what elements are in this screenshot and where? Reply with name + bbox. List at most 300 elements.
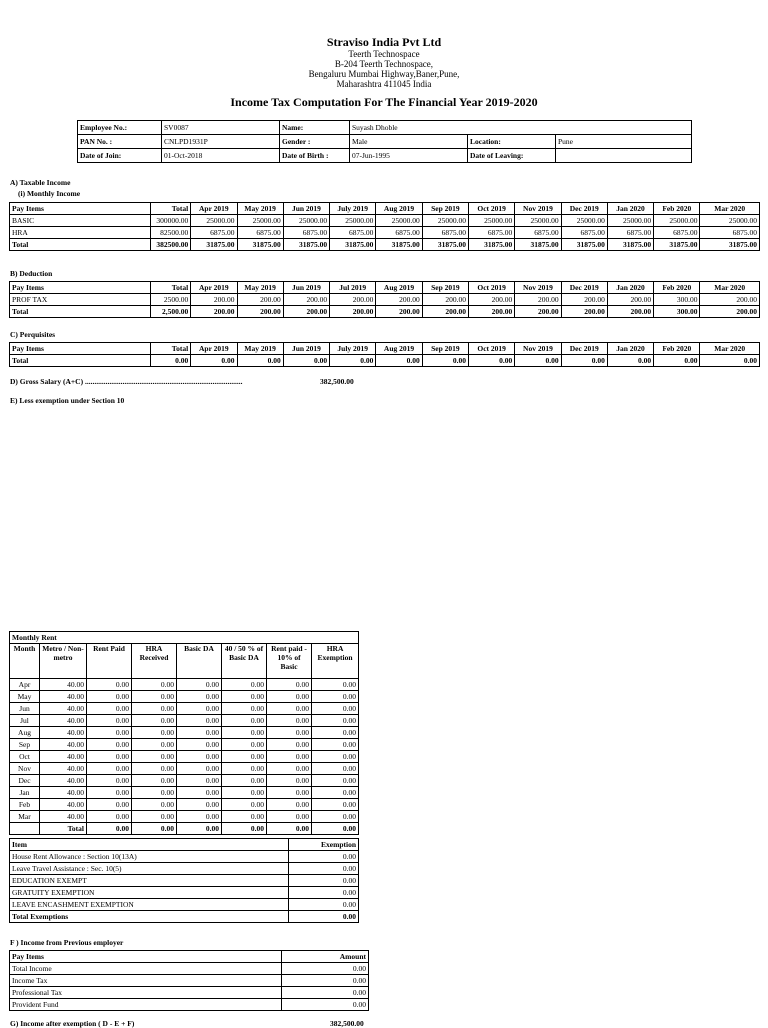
column-header: July 2019 xyxy=(330,203,376,215)
company-name: Straviso India Pvt Ltd xyxy=(326,35,442,49)
column-header: Total xyxy=(150,282,190,294)
column-header: Oct 2019 xyxy=(468,343,514,355)
cell-value: 25000.00 xyxy=(422,215,468,227)
dob-label: Date of Birth : xyxy=(280,149,350,163)
cell-value: 0.00 xyxy=(132,763,177,775)
previous-employer-table xyxy=(9,950,369,1011)
cell-value: 0.00 xyxy=(132,775,177,787)
cell-value: 0.00 xyxy=(87,727,132,739)
emp-no-label: Employee No.: xyxy=(78,121,162,135)
cell-value: 200.00 xyxy=(422,294,468,306)
cell-value: 25000.00 xyxy=(561,215,607,227)
cell-value: 0.00 xyxy=(222,775,267,787)
table-row xyxy=(10,975,369,987)
cell-value: 0.00 xyxy=(177,811,222,823)
cell-value: 200.00 xyxy=(237,294,283,306)
cell-value: 0.00 xyxy=(312,763,359,775)
total-value: 0.00 xyxy=(289,911,359,923)
cell-value: 0.00 xyxy=(289,863,359,875)
pan-value: CNLPD1931P xyxy=(162,135,280,149)
total-value: 0.00 xyxy=(177,823,222,835)
cell-value: 0.00 xyxy=(222,691,267,703)
row-label: Professional Tax xyxy=(10,987,282,999)
cell-value: 0.00 xyxy=(87,703,132,715)
header-row xyxy=(10,282,760,294)
cell-value: 0.00 xyxy=(282,975,369,987)
cell-value: 200.00 xyxy=(700,306,760,318)
table-row xyxy=(10,811,359,823)
cell-value: 200.00 xyxy=(607,294,653,306)
cell-value: 0.00 xyxy=(267,787,312,799)
table-row xyxy=(10,727,359,739)
cell-value: 0.00 xyxy=(132,679,177,691)
column-header: Apr 2019 xyxy=(191,343,237,355)
row-label: Total Income xyxy=(10,963,282,975)
gender-label: Gender : xyxy=(280,135,350,149)
column-header: Month xyxy=(10,644,40,679)
cell-value: 0.00 xyxy=(312,811,359,823)
cell-value: 0.00 xyxy=(87,751,132,763)
cell-value: 0.00 xyxy=(222,679,267,691)
column-header: Mar 2020 xyxy=(700,203,760,215)
column-header: July 2019 xyxy=(330,343,376,355)
column-header: Total xyxy=(150,203,190,215)
cell-value: 0.00 xyxy=(177,775,222,787)
cell-value: 0.00 xyxy=(376,355,422,367)
month-label: Aug xyxy=(10,727,40,739)
cell-value: 0.00 xyxy=(132,787,177,799)
emp-no-value: SV0087 xyxy=(162,121,280,135)
cell-value: 0.00 xyxy=(87,715,132,727)
cell-value: 0.00 xyxy=(267,727,312,739)
table-row xyxy=(10,899,359,911)
column-header: Amount xyxy=(282,951,369,963)
column-header: Aug 2019 xyxy=(376,343,422,355)
doj-label: Date of Join: xyxy=(78,149,162,163)
cell-value: 0.00 xyxy=(267,715,312,727)
cell-value: 0.00 xyxy=(267,691,312,703)
column-header: Nov 2019 xyxy=(515,203,561,215)
table-row xyxy=(10,763,359,775)
cell-value: 0.00 xyxy=(654,355,700,367)
cell-value: 0.00 xyxy=(267,811,312,823)
column-header: Apr 2019 xyxy=(191,203,237,215)
cell-value: 0.00 xyxy=(222,727,267,739)
cell-value: 0.00 xyxy=(132,727,177,739)
cell-value: 200.00 xyxy=(376,294,422,306)
dol-value xyxy=(556,149,692,163)
column-header: Oct 2019 xyxy=(468,282,514,294)
row-label: EDUCATION EXEMPT xyxy=(10,875,289,887)
column-header: Feb 2020 xyxy=(654,203,700,215)
cell-value: 0.00 xyxy=(87,679,132,691)
cell-value: 0.00 xyxy=(561,355,607,367)
cell-value: 0.00 xyxy=(330,355,376,367)
column-header: Jan 2020 xyxy=(607,282,653,294)
cell-value: 31875.00 xyxy=(237,239,283,251)
name-label: Name: xyxy=(280,121,350,135)
cell-value: 0.00 xyxy=(468,355,514,367)
dob-value: 07-Jun-1995 xyxy=(350,149,468,163)
header-row xyxy=(10,203,760,215)
location-label: Location: xyxy=(468,135,556,149)
column-header: Nov 2019 xyxy=(515,282,561,294)
cell-value: 0.00 xyxy=(132,751,177,763)
cell-value: 0.00 xyxy=(289,851,359,863)
cell-value: 0.00 xyxy=(312,679,359,691)
table-row xyxy=(10,306,760,318)
cell-value: 6875.00 xyxy=(515,227,561,239)
company-address-1: Teerth Technospace xyxy=(348,49,420,59)
cell-value: 200.00 xyxy=(561,306,607,318)
column-header: Sep 2019 xyxy=(422,343,468,355)
cell-value: 200.00 xyxy=(191,294,237,306)
column-header: Dec 2019 xyxy=(561,282,607,294)
total-value: 0.00 xyxy=(267,823,312,835)
row-label: Income Tax xyxy=(10,975,282,987)
cell-value: 0.00 xyxy=(222,715,267,727)
section-a-title: A) Taxable Income xyxy=(10,178,71,187)
total-value: 0.00 xyxy=(312,823,359,835)
company-address-4: Maharashtra 411045 India xyxy=(336,79,432,89)
cell-value: 0.00 xyxy=(515,355,561,367)
cell-value: 0.00 xyxy=(132,799,177,811)
cell-value: 40.00 xyxy=(40,739,87,751)
month-label: Jun xyxy=(10,703,40,715)
total-row xyxy=(10,911,359,923)
cell-value: 0.00 xyxy=(312,739,359,751)
table-row xyxy=(10,239,760,251)
column-header: Mar 2020 xyxy=(700,282,760,294)
total-value: 0.00 xyxy=(132,823,177,835)
month-label: Nov xyxy=(10,763,40,775)
column-header: May 2019 xyxy=(237,203,283,215)
cell-value: 40.00 xyxy=(40,763,87,775)
cell-value: 0.00 xyxy=(700,355,760,367)
table-row xyxy=(10,875,359,887)
cell-value: 0.00 xyxy=(87,739,132,751)
cell-value: 31875.00 xyxy=(376,239,422,251)
column-header: Total xyxy=(150,343,190,355)
cell-value: 40.00 xyxy=(40,715,87,727)
cell-value: 0.00 xyxy=(222,799,267,811)
section-f-title: F ) Income from Previous employer xyxy=(10,938,124,947)
section-b-title: B) Deduction xyxy=(10,269,53,278)
cell-value: 0.00 xyxy=(132,715,177,727)
cell-value: 200.00 xyxy=(515,306,561,318)
cell-value: 200.00 xyxy=(468,306,514,318)
row-label: Provident Fund xyxy=(10,999,282,1011)
cell-value: 2,500.00 xyxy=(150,306,190,318)
cell-value: 0.00 xyxy=(132,739,177,751)
cell-value: 40.00 xyxy=(40,727,87,739)
row-label: House Rent Allowance : Section 10(13A) xyxy=(10,851,289,863)
cell-value: 200.00 xyxy=(422,306,468,318)
table-row xyxy=(10,787,359,799)
employee-info-table xyxy=(77,120,692,163)
cell-value: 200.00 xyxy=(330,294,376,306)
column-header: Basic DA xyxy=(177,644,222,679)
cell-value: 300.00 xyxy=(654,306,700,318)
income-after-exemption-label: G) Income after exemption ( D - E + F) xyxy=(10,1019,135,1028)
cell-value: 200.00 xyxy=(376,306,422,318)
cell-value: 31875.00 xyxy=(283,239,329,251)
cell-value: 6875.00 xyxy=(607,227,653,239)
dol-label: Date of Leaving: xyxy=(468,149,556,163)
cell-value: 0.00 xyxy=(267,799,312,811)
cell-value: 0.00 xyxy=(312,775,359,787)
column-header: Jan 2020 xyxy=(607,203,653,215)
cell-value: 6875.00 xyxy=(422,227,468,239)
doj-value: 01-Oct-2018 xyxy=(162,149,280,163)
cell-value: 0.00 xyxy=(237,355,283,367)
cell-value: 0.00 xyxy=(312,751,359,763)
column-header: Aug 2019 xyxy=(376,203,422,215)
column-header: May 2019 xyxy=(237,282,283,294)
cell-value: 0.00 xyxy=(132,691,177,703)
cell-value: 0.00 xyxy=(87,763,132,775)
cell-value: 0.00 xyxy=(191,355,237,367)
cell-value: 31875.00 xyxy=(654,239,700,251)
cell-value: 0.00 xyxy=(267,775,312,787)
cell-value: 25000.00 xyxy=(607,215,653,227)
table-row xyxy=(10,679,359,691)
cell-value: 0.00 xyxy=(177,787,222,799)
blank-cell xyxy=(10,823,40,835)
cell-value: 31875.00 xyxy=(422,239,468,251)
cell-value: 0.00 xyxy=(312,703,359,715)
name-value: Suyash Dhoble xyxy=(350,121,692,135)
column-header: Jun 2019 xyxy=(283,203,329,215)
column-header: Dec 2019 xyxy=(561,203,607,215)
monthly-income-table xyxy=(9,202,760,251)
column-header: Pay Items xyxy=(10,951,282,963)
cell-value: 25000.00 xyxy=(237,215,283,227)
column-header: May 2019 xyxy=(237,343,283,355)
header-row xyxy=(10,343,760,355)
gross-salary-value: 382,500.00 xyxy=(320,377,354,386)
cell-value: 0.00 xyxy=(222,751,267,763)
column-header: Pay Items xyxy=(10,282,151,294)
cell-value: 0.00 xyxy=(150,355,190,367)
row-label: GRATUITY EXEMPTION xyxy=(10,887,289,899)
column-header: 40 / 50 % of Basic DA xyxy=(222,644,267,679)
month-label: Dec xyxy=(10,775,40,787)
section-e-title: E) Less exemption under Section 10 xyxy=(10,396,125,405)
cell-value: 40.00 xyxy=(40,691,87,703)
column-header: Apr 2019 xyxy=(191,282,237,294)
cell-value: 0.00 xyxy=(87,691,132,703)
cell-value: 0.00 xyxy=(222,787,267,799)
column-header: Aug 2019 xyxy=(376,282,422,294)
cell-value: 0.00 xyxy=(267,703,312,715)
total-value: 0.00 xyxy=(87,823,132,835)
row-label: BASIC xyxy=(10,215,151,227)
cell-value: 0.00 xyxy=(312,691,359,703)
column-header: Pay Items xyxy=(10,203,151,215)
income-after-exemption-value: 382,500.00 xyxy=(330,1019,364,1028)
column-header: Feb 2020 xyxy=(654,282,700,294)
cell-value: 0.00 xyxy=(282,999,369,1011)
table-row xyxy=(10,963,369,975)
cell-value: 31875.00 xyxy=(607,239,653,251)
column-header: Rent paid - 10% of Basic xyxy=(267,644,312,679)
month-label: Jan xyxy=(10,787,40,799)
column-header: Dec 2019 xyxy=(561,343,607,355)
month-label: Jul xyxy=(10,715,40,727)
cell-value: 200.00 xyxy=(515,294,561,306)
column-header: Sep 2019 xyxy=(422,203,468,215)
row-label: Total xyxy=(10,239,151,251)
cell-value: 0.00 xyxy=(289,887,359,899)
row-label: LEAVE ENCASHMENT EXEMPTION xyxy=(10,899,289,911)
cell-value: 200.00 xyxy=(237,306,283,318)
cell-value: 0.00 xyxy=(283,355,329,367)
cell-value: 0.00 xyxy=(222,763,267,775)
cell-value: 300000.00 xyxy=(150,215,190,227)
table-row xyxy=(10,703,359,715)
cell-value: 6875.00 xyxy=(376,227,422,239)
gender-value: Male xyxy=(350,135,468,149)
row-label: PROF TAX xyxy=(10,294,151,306)
column-header: Exemption xyxy=(289,839,359,851)
cell-value: 0.00 xyxy=(87,799,132,811)
cell-value: 200.00 xyxy=(561,294,607,306)
table-row xyxy=(10,775,359,787)
perquisites-table xyxy=(9,342,760,367)
cell-value: 0.00 xyxy=(177,763,222,775)
cell-value: 6875.00 xyxy=(191,227,237,239)
cell-value: 200.00 xyxy=(468,294,514,306)
column-header: Feb 2020 xyxy=(654,343,700,355)
cell-value: 0.00 xyxy=(177,751,222,763)
cell-value: 0.00 xyxy=(87,787,132,799)
cell-value: 200.00 xyxy=(700,294,760,306)
table-row xyxy=(10,715,359,727)
column-header: Oct 2019 xyxy=(468,203,514,215)
cell-value: 0.00 xyxy=(607,355,653,367)
cell-value: 0.00 xyxy=(267,763,312,775)
column-header: Pay Items xyxy=(10,343,151,355)
table-row xyxy=(10,227,760,239)
cell-value: 0.00 xyxy=(267,739,312,751)
table-row xyxy=(10,987,369,999)
section-a-subtitle: (i) Monthly Income xyxy=(18,189,81,198)
total-label: Total xyxy=(40,823,87,835)
cell-value: 0.00 xyxy=(312,727,359,739)
cell-value: 31875.00 xyxy=(191,239,237,251)
table-row xyxy=(10,851,359,863)
cell-value: 0.00 xyxy=(422,355,468,367)
cell-value: 200.00 xyxy=(607,306,653,318)
pan-label: PAN No. : xyxy=(78,135,162,149)
cell-value: 31875.00 xyxy=(700,239,760,251)
deduction-table xyxy=(9,281,760,318)
column-header: Item xyxy=(10,839,289,851)
cell-value: 6875.00 xyxy=(561,227,607,239)
column-header: Jun 2019 xyxy=(283,343,329,355)
row-label: Leave Travel Assistance : Sec. 10(5) xyxy=(10,863,289,875)
table-row xyxy=(10,215,760,227)
rent-table-title: Monthly Rent xyxy=(10,632,359,644)
cell-value: 40.00 xyxy=(40,775,87,787)
cell-value: 0.00 xyxy=(289,899,359,911)
cell-value: 25000.00 xyxy=(700,215,760,227)
table-row xyxy=(10,863,359,875)
cell-value: 0.00 xyxy=(177,799,222,811)
table-row xyxy=(10,355,760,367)
cell-value: 6875.00 xyxy=(468,227,514,239)
cell-value: 200.00 xyxy=(283,294,329,306)
column-header: Jul 2019 xyxy=(330,282,376,294)
cell-value: 0.00 xyxy=(222,739,267,751)
monthly-rent-table xyxy=(9,631,359,835)
cell-value: 0.00 xyxy=(177,727,222,739)
cell-value: 200.00 xyxy=(191,306,237,318)
cell-value: 25000.00 xyxy=(468,215,514,227)
cell-value: 6875.00 xyxy=(283,227,329,239)
cell-value: 40.00 xyxy=(40,787,87,799)
cell-value: 25000.00 xyxy=(654,215,700,227)
cell-value: 25000.00 xyxy=(376,215,422,227)
exemptions-table xyxy=(9,838,359,923)
cell-value: 200.00 xyxy=(283,306,329,318)
column-header: HRA Exemption xyxy=(312,644,359,679)
cell-value: 0.00 xyxy=(222,703,267,715)
table-row xyxy=(10,799,359,811)
cell-value: 0.00 xyxy=(132,811,177,823)
location-value: Pune xyxy=(556,135,692,149)
total-label: Total Exemptions xyxy=(10,911,289,923)
cell-value: 0.00 xyxy=(282,963,369,975)
cell-value: 0.00 xyxy=(87,775,132,787)
cell-value: 0.00 xyxy=(267,751,312,763)
cell-value: 40.00 xyxy=(40,811,87,823)
cell-value: 382500.00 xyxy=(150,239,190,251)
company-address-3: Bengaluru Mumbai Highway,Baner,Pune, xyxy=(308,69,460,79)
cell-value: 40.00 xyxy=(40,799,87,811)
total-row xyxy=(10,823,359,835)
column-header: Jun 2019 xyxy=(283,282,329,294)
cell-value: 0.00 xyxy=(87,811,132,823)
column-header: Nov 2019 xyxy=(515,343,561,355)
total-value: 0.00 xyxy=(222,823,267,835)
table-row xyxy=(10,751,359,763)
cell-value: 300.00 xyxy=(654,294,700,306)
column-header: Metro / Non-metro xyxy=(40,644,87,679)
cell-value: 0.00 xyxy=(177,739,222,751)
cell-value: 40.00 xyxy=(40,703,87,715)
cell-value: 0.00 xyxy=(132,703,177,715)
month-label: Sep xyxy=(10,739,40,751)
column-header: Jan 2020 xyxy=(607,343,653,355)
cell-value: 2500.00 xyxy=(150,294,190,306)
cell-value: 0.00 xyxy=(312,799,359,811)
cell-value: 6875.00 xyxy=(700,227,760,239)
column-header: Mar 2020 xyxy=(700,343,760,355)
cell-value: 0.00 xyxy=(267,679,312,691)
row-label: Total xyxy=(10,306,151,318)
cell-value: 40.00 xyxy=(40,751,87,763)
section-c-title: C) Perquisites xyxy=(10,330,56,339)
cell-value: 40.00 xyxy=(40,679,87,691)
cell-value: 31875.00 xyxy=(468,239,514,251)
cell-value: 0.00 xyxy=(222,811,267,823)
cell-value: 25000.00 xyxy=(191,215,237,227)
cell-value: 0.00 xyxy=(312,787,359,799)
table-row xyxy=(10,887,359,899)
table-row xyxy=(10,691,359,703)
